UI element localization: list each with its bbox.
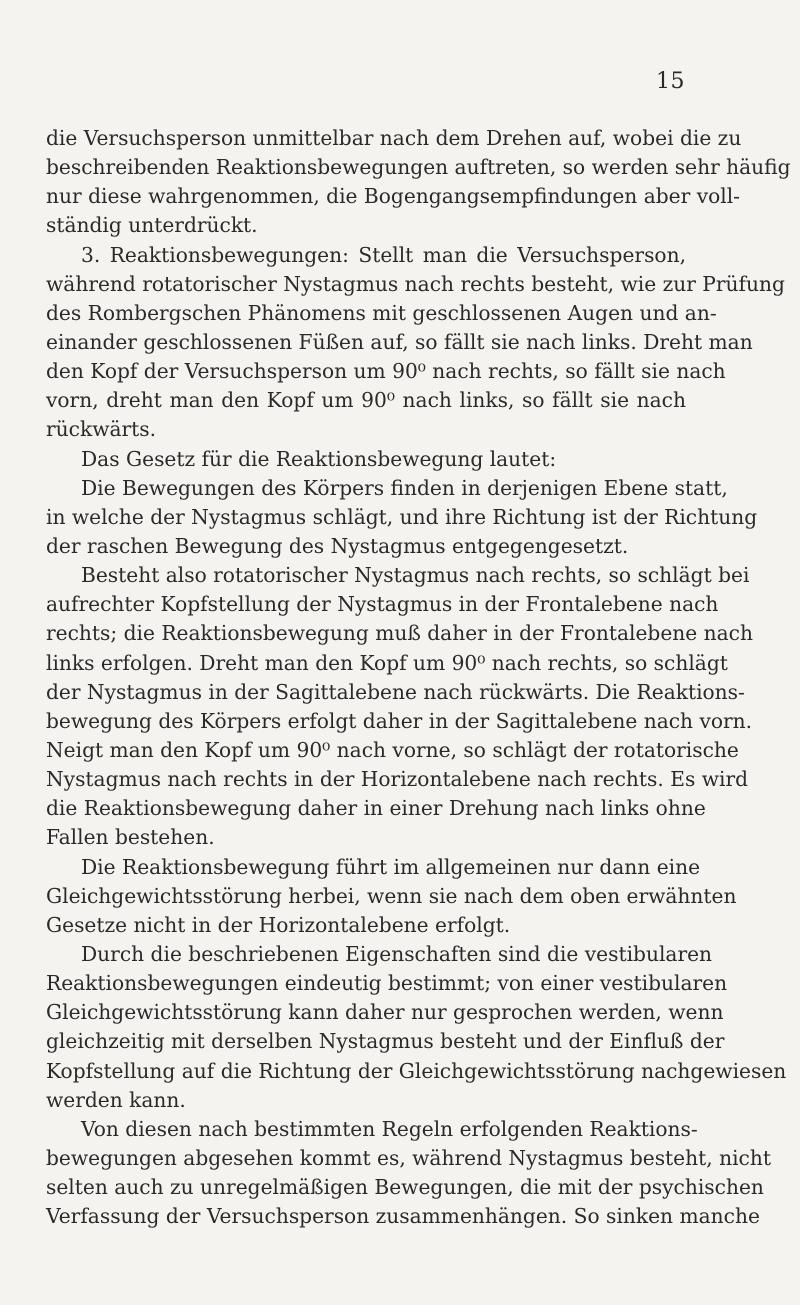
text-line: einander geschlossenen Füßen auf, so fällt sie nach links. Dreht man: [46, 329, 753, 354]
text-line: die Versuchsperson unmittelbar nach dem Drehen auf, wobei die zu: [46, 126, 742, 150]
text-line: nur diese wahrgenommen, die Bogengangsempfindungen aber voll-: [46, 184, 740, 209]
text-line: der raschen Bewegung des Nystagmus entgegengesetzt.: [46, 533, 629, 558]
text-line: ständig unterdrückt.: [46, 213, 258, 238]
text-line: Besteht also rotatorischer Nystagmus nach rechts, so schlägt bei: [81, 563, 750, 588]
text-line: Durch die beschriebenen Eigenschaften sind die vestibularen: [81, 941, 713, 966]
text-line: des Rombergschen Phänomens mit geschlossenen Augen und an-: [46, 300, 717, 325]
text-line: Reaktionsbewegungen eindeutig bestimmt; von einer vestibularen: [46, 971, 728, 996]
text-line: bewegung des Körpers erfolgt daher in der Sagittalebene nach vorn.: [46, 708, 753, 733]
text-line: gleichzeitig mit derselben Nystagmus besteht und der Einfluß der: [46, 1029, 725, 1054]
text-line: Fallen bestehen.: [46, 825, 215, 850]
page-number: 15: [656, 69, 685, 94]
text-line: in welche der Nystagmus schlägt, und ihre Richtung ist der Richtung: [46, 504, 758, 529]
text-line: den Kopf der Versuchsperson um 90⁰ nach rechts, so fällt sie nach: [46, 359, 726, 384]
text-line: Die Bewegungen des Körpers finden in derjenigen Ebene statt,: [81, 475, 728, 500]
text-line: rückwärts.: [46, 417, 157, 442]
text-line: der Nystagmus in der Sagittalebene nach rückwärts. Die Reaktions-: [46, 679, 745, 704]
text-line: bewegungen abgesehen kommt es, während Nystagmus besteht, nicht: [46, 1145, 771, 1170]
text-line: Das Gesetz für die Reaktionsbewegung lautet:: [81, 446, 557, 471]
text-line: aufrechter Kopfstellung der Nystagmus in der Frontalebene nach: [46, 592, 719, 617]
text-line: selten auch zu unregelmäßigen Bewegungen, die mit der psychischen: [46, 1175, 764, 1200]
text-line: Von diesen nach bestimmten Regeln erfolgenden Reaktions-: [81, 1116, 698, 1141]
text-line: vorn, dreht man den Kopf um 90⁰ nach links, so fällt sie nach: [46, 388, 686, 413]
text-line: während rotatorischer Nystagmus nach rechts besteht, wie zur Prüfung: [46, 271, 785, 296]
text-line: Neigt man den Kopf um 90⁰ nach vorne, so schlägt der rotatorische: [46, 737, 739, 762]
text-line: Kopfstellung auf die Richtung der Gleichgewichtsstörung nachgewiesen: [46, 1058, 787, 1083]
text-line: die Reaktionsbewegung daher in einer Drehung nach links ohne: [46, 796, 706, 821]
body-text: [46, 124, 791, 1231]
text-line: links erfolgen. Dreht man den Kopf um 90⁰ nach rechts, so schlägt: [46, 650, 728, 675]
text-line: rechts; die Reaktionsbewegung muß daher in der Frontalebene nach: [46, 621, 753, 646]
text-line: Gleichgewichtsstörung kann daher nur gesprochen werden, wenn: [46, 1000, 724, 1025]
text-line: Nystagmus nach rechts in der Horizontalebene nach rechts. Es wird: [46, 767, 749, 792]
text-line: Die Reaktionsbewegung führt im allgemeinen nur dann eine: [81, 854, 701, 879]
text-line: Verfassung der Versuchsperson zusammenhängen. So sinken manche: [46, 1204, 760, 1229]
text-line: 3. Reaktionsbewegungen: Stellt man die Versuchsperson,: [81, 242, 686, 267]
text-line: Gesetze nicht in der Horizontalebene erfolgt.: [46, 912, 511, 937]
text-line: beschreibenden Reaktionsbewegungen auftreten, so werden sehr häufig: [46, 155, 791, 180]
text-line: werden kann.: [46, 1087, 186, 1112]
text-line: Gleichgewichtsstörung herbei, wenn sie nach dem oben erwähnten: [46, 883, 737, 908]
